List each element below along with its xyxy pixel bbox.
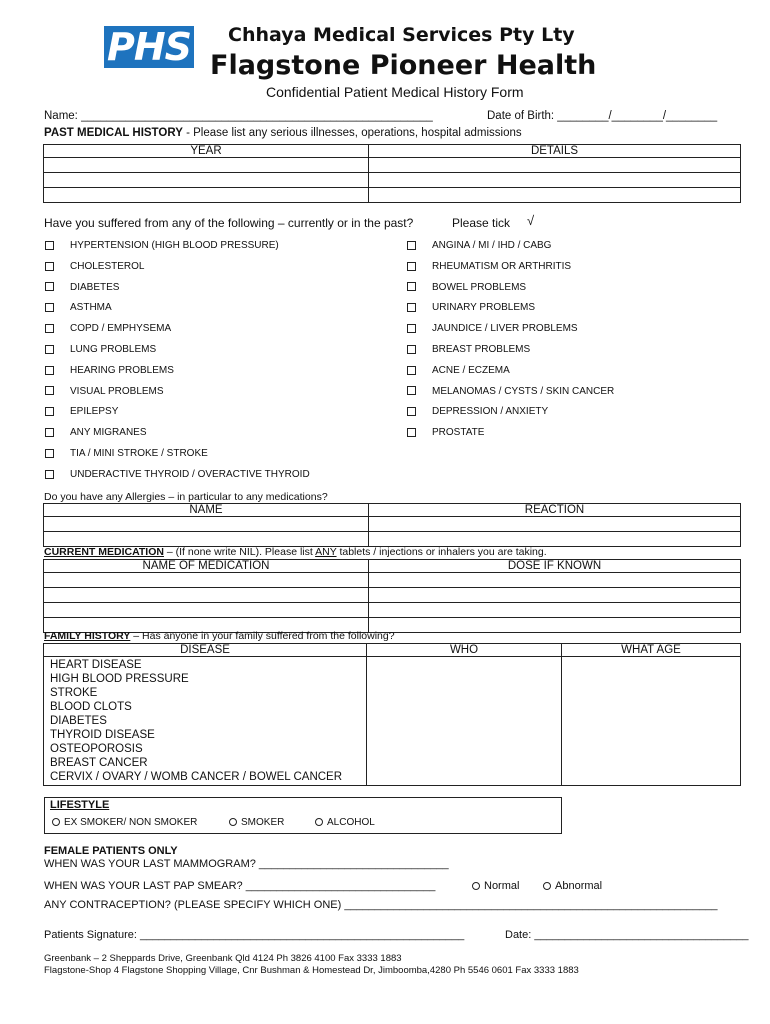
checkbox-icon[interactable] <box>45 470 54 479</box>
signature-date-field[interactable]: Date: ___________________________________ <box>505 929 749 941</box>
pap-normal-option[interactable] <box>472 880 519 892</box>
checkbox-icon[interactable] <box>45 386 54 395</box>
left-condition-item[interactable] <box>45 448 208 459</box>
family-table <box>43 643 741 786</box>
table-row[interactable] <box>44 158 741 173</box>
left-condition-item[interactable] <box>45 469 310 480</box>
right-condition-item[interactable] <box>407 386 614 397</box>
past-history-title: PAST MEDICAL HISTORY <box>44 127 183 139</box>
table-row[interactable] <box>44 588 741 603</box>
practice-name: Flagstone Pioneer Health <box>210 50 597 81</box>
condition-label: BOWEL PROBLEMS <box>432 281 527 293</box>
please-tick-label: Please tick <box>452 216 511 230</box>
family-age-cell[interactable] <box>562 657 741 786</box>
condition-label: ANGINA / MI / IHD / CABG <box>432 240 552 251</box>
pap-abnormal-option[interactable] <box>543 880 602 892</box>
lifestyle-option-label: ALCOHOL <box>327 817 375 828</box>
lifestyle-option-label: EX SMOKER/ NON SMOKER <box>64 817 198 828</box>
checkbox-icon[interactable] <box>45 262 54 271</box>
medication-table <box>43 559 741 633</box>
checkbox-icon[interactable] <box>45 345 54 354</box>
left-condition-item[interactable] <box>45 240 279 251</box>
condition-label: COPD / EMPHYSEMA <box>70 323 172 335</box>
col-what-age: WHAT AGE <box>562 644 741 657</box>
left-condition-item[interactable] <box>45 386 164 397</box>
family-disease-item: THYROID DISEASE <box>50 729 155 741</box>
condition-label: ACNE / ECZEMA <box>432 364 510 376</box>
phs-logo: PHS <box>104 26 194 68</box>
family-title: FAMILY HISTORY <box>44 630 131 642</box>
radio-icon[interactable] <box>543 882 551 890</box>
lifestyle-heading: LIFESTYLE <box>50 799 110 811</box>
checkbox-icon[interactable] <box>407 324 416 333</box>
medication-instruction-b: tablets / injections or inhalers you are taking. <box>336 546 547 558</box>
company-name: Chhaya Medical Services Pty Lty <box>228 24 575 46</box>
condition-label: VISUAL PROBLEMS <box>70 385 164 397</box>
medication-title: CURRENT MEDICATION <box>44 546 164 558</box>
checkbox-icon[interactable] <box>407 345 416 354</box>
tick-mark-icon: √ <box>527 213 535 228</box>
left-condition-item[interactable] <box>45 344 156 355</box>
medication-heading <box>44 546 547 558</box>
left-condition-item[interactable] <box>45 323 171 334</box>
condition-label: LUNG PROBLEMS <box>70 344 157 355</box>
col-medication-name: NAME OF MEDICATION <box>44 560 369 573</box>
right-condition-item[interactable] <box>407 240 551 251</box>
right-condition-item[interactable] <box>407 344 530 355</box>
contraception-field[interactable]: ANY CONTRACEPTION? (PLEASE SPECIFY WHICH ONE) _____________________________________________________________ <box>44 899 718 911</box>
checkbox-icon[interactable] <box>407 428 416 437</box>
condition-label: HEARING PROBLEMS <box>70 364 174 376</box>
name-field[interactable]: Name: _______________________________________________________ <box>44 110 433 122</box>
family-disease-item: BREAST CANCER <box>50 757 148 769</box>
condition-label: URINARY PROBLEMS <box>432 302 535 314</box>
checkbox-icon[interactable] <box>45 449 54 458</box>
condition-label: JAUNDICE / LIVER PROBLEMS <box>432 323 578 335</box>
condition-label: BREAST PROBLEMS <box>432 344 531 355</box>
checkbox-icon[interactable] <box>407 366 416 375</box>
left-condition-item[interactable] <box>45 261 144 272</box>
right-condition-item[interactable] <box>407 282 526 293</box>
condition-label: PROSTATE <box>432 427 485 439</box>
allergies-question: Do you have any Allergies – in particular to any medications? <box>44 491 328 503</box>
allergies-table <box>43 503 741 547</box>
condition-label: EPILEPSY <box>70 406 119 418</box>
col-disease: DISEASE <box>44 644 367 657</box>
checkbox-icon[interactable] <box>45 282 54 291</box>
table-row[interactable] <box>44 188 741 203</box>
right-condition-item[interactable] <box>407 323 578 334</box>
table-row[interactable] <box>44 173 741 188</box>
lifestyle-option-label: SMOKER <box>241 817 285 828</box>
checkbox-icon[interactable] <box>407 407 416 416</box>
conditions-question: Have you suffered from any of the following – currently or in the past? <box>44 216 414 230</box>
family-disease-item: OSTEOPOROSIS <box>50 743 143 755</box>
checkbox-icon[interactable] <box>45 303 54 312</box>
col-reaction: REACTION <box>369 504 741 517</box>
lifestyle-box <box>44 797 562 834</box>
lifestyle-option-ex-smoker[interactable] <box>52 817 197 828</box>
lifestyle-option-smoker[interactable] <box>229 817 284 828</box>
family-disease-item: HIGH BLOOD PRESSURE <box>50 673 189 685</box>
table-row[interactable] <box>44 603 741 618</box>
right-condition-item[interactable] <box>407 302 535 313</box>
col-who: WHO <box>367 644 562 657</box>
table-row[interactable] <box>44 532 741 547</box>
pap-abnormal-label: Abnormal <box>555 880 603 892</box>
right-condition-item[interactable] <box>407 261 571 272</box>
left-condition-item[interactable] <box>45 406 118 417</box>
condition-label: DEPRESSION / ANXIETY <box>432 406 549 418</box>
checkbox-icon[interactable] <box>45 407 54 416</box>
condition-label: ASTHMA <box>70 302 112 314</box>
family-instruction: – Has anyone in your family suffered from the following? <box>130 630 395 642</box>
past-history-heading <box>44 127 522 139</box>
family-disease-item: BLOOD CLOTS <box>50 701 132 713</box>
pap-normal-label: Normal <box>484 880 520 892</box>
radio-icon[interactable] <box>472 882 480 890</box>
lifestyle-option-alcohol[interactable] <box>315 817 375 828</box>
family-disease-item: HEART DISEASE <box>50 659 142 671</box>
family-disease-item: CERVIX / OVARY / WOMB CANCER / BOWEL CANCER <box>50 771 343 783</box>
medication-instruction-a: – (If none write NIL). Please list <box>163 546 316 558</box>
female-heading: FEMALE PATIENTS ONLY <box>44 845 178 857</box>
signature-field[interactable]: Patients Signature: _____________________________________________________ <box>44 929 465 941</box>
left-condition-item[interactable] <box>45 427 147 438</box>
mammogram-field[interactable]: WHEN WAS YOUR LAST MAMMOGRAM? _______________________________ <box>44 858 449 870</box>
condition-label: TIA / MINI STROKE / STROKE <box>70 448 208 459</box>
pap-smear-field[interactable]: WHEN WAS YOUR LAST PAP SMEAR? _______________________________ <box>44 880 436 892</box>
checkbox-icon[interactable] <box>407 386 416 395</box>
family-who-cell[interactable] <box>367 657 562 786</box>
past-history-table <box>43 144 741 203</box>
checkbox-icon[interactable] <box>45 428 54 437</box>
past-history-instruction: - Please list any serious illnesses, operations, hospital admissions <box>182 127 522 139</box>
family-heading <box>44 630 395 642</box>
medication-instruction-any: ANY <box>315 546 337 558</box>
family-disease-list <box>44 657 367 786</box>
condition-label: RHEUMATISM OR ARTHRITIS <box>432 260 572 272</box>
col-details: DETAILS <box>369 145 741 158</box>
checkbox-icon[interactable] <box>407 303 416 312</box>
left-condition-item[interactable] <box>45 302 112 313</box>
checkbox-icon[interactable] <box>45 366 54 375</box>
table-row[interactable] <box>44 517 741 532</box>
checkbox-icon[interactable] <box>407 262 416 271</box>
col-year: YEAR <box>44 145 369 158</box>
left-condition-item[interactable] <box>45 282 119 293</box>
radio-icon[interactable] <box>52 818 60 826</box>
right-condition-item[interactable] <box>407 406 548 417</box>
radio-icon[interactable] <box>229 818 237 826</box>
condition-label: DIABETES <box>70 281 120 293</box>
checkbox-icon[interactable] <box>407 241 416 250</box>
checkbox-icon[interactable] <box>45 241 54 250</box>
right-condition-item[interactable] <box>407 365 510 376</box>
checkbox-icon[interactable] <box>45 324 54 333</box>
left-condition-item[interactable] <box>45 365 174 376</box>
dob-field[interactable]: Date of Birth: ________/________/________ <box>487 110 718 122</box>
footer-greenbank: Greenbank – 2 Sheppards Drive, Greenbank Qld 4124 Ph 3826 4100 Fax 3333 1883 <box>44 953 402 964</box>
condition-label: CHOLESTEROL <box>70 260 145 272</box>
right-condition-item[interactable] <box>407 427 484 438</box>
radio-icon[interactable] <box>315 818 323 826</box>
col-allergy-name: NAME <box>44 504 369 517</box>
col-dose: DOSE IF KNOWN <box>369 560 741 573</box>
condition-label: UNDERACTIVE THYROID / OVERACTIVE THYROID <box>70 468 310 480</box>
checkbox-icon[interactable] <box>407 282 416 291</box>
table-row[interactable] <box>44 573 741 588</box>
family-disease-item: DIABETES <box>50 715 107 727</box>
condition-label: HYPERTENSION (HIGH BLOOD PRESSURE) <box>70 240 279 251</box>
condition-label: ANY MIGRANES <box>70 427 147 439</box>
family-disease-item: STROKE <box>50 687 98 699</box>
footer-flagstone: Flagstone-Shop 4 Flagstone Shopping Village, Cnr Bushman & Homestead Dr, Jimboomba,4280 Ph 5546 0601 Fax 3333 1883 <box>44 965 579 976</box>
condition-label: MELANOMAS / CYSTS / SKIN CANCER <box>432 385 615 397</box>
form-title: Confidential Patient Medical History Form <box>266 84 524 100</box>
